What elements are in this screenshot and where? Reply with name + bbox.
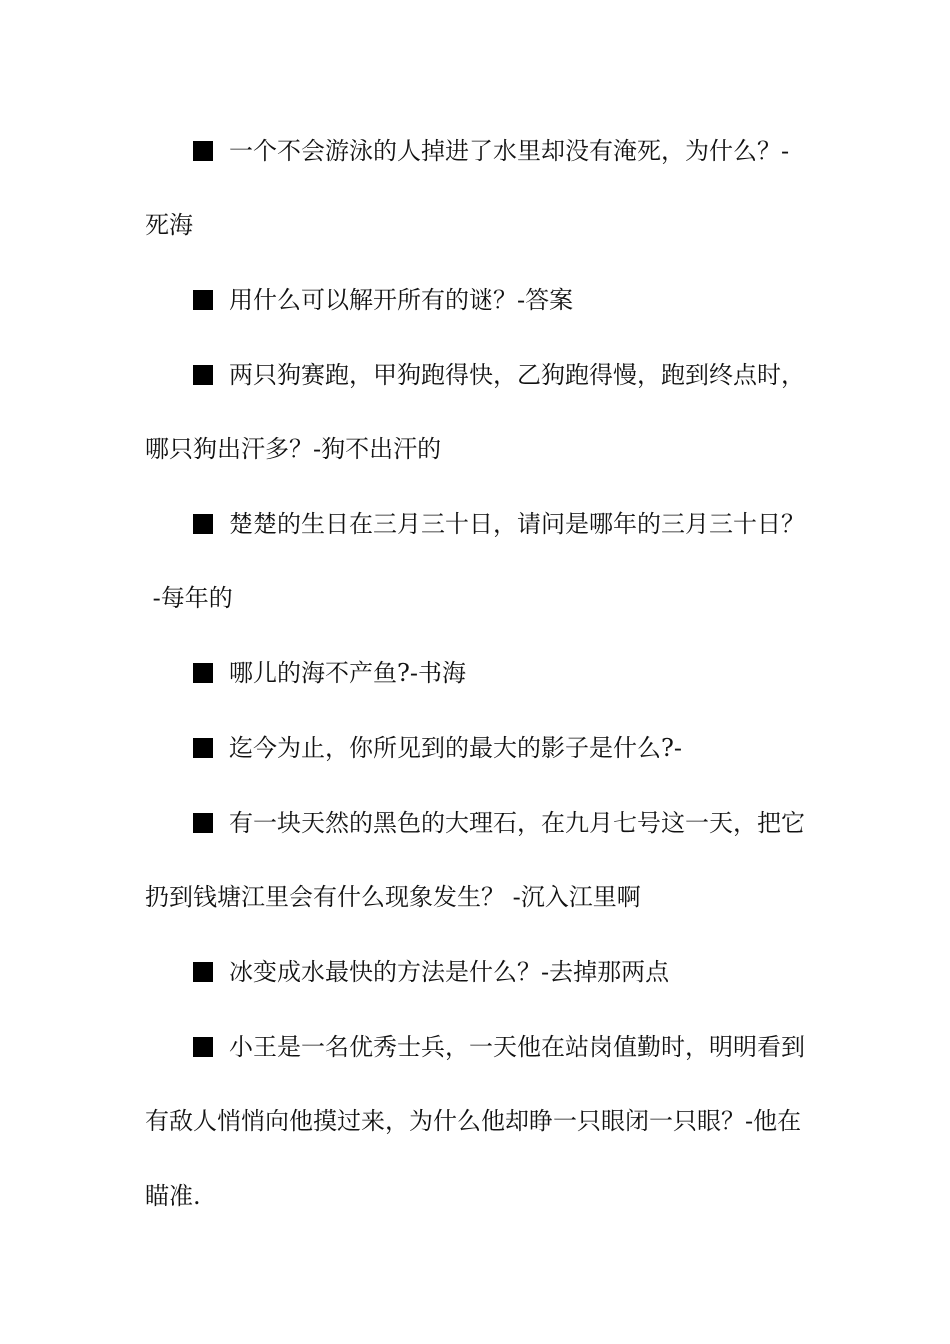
riddle-1-line-1: 一个不会游泳的人掉进了水里却没有淹死，为什么？- — [193, 136, 810, 166]
black-square-icon — [193, 663, 213, 683]
riddle-3-line-1: 两只狗赛跑，甲狗跑得快，乙狗跑得慢，跑到终点时， — [193, 360, 810, 390]
riddle-9-line-1: 小王是一名优秀士兵，一天他在站岗值勤时，明明看到 — [193, 1032, 810, 1062]
riddle-2-line-1: 用什么可以解开所有的谜？-答案 — [193, 285, 810, 315]
black-square-icon — [193, 962, 213, 982]
black-square-icon — [193, 290, 213, 310]
riddle-1-line-2: 死海 — [145, 211, 193, 239]
black-square-icon — [193, 365, 213, 385]
black-square-icon — [193, 813, 213, 833]
black-square-icon — [193, 1037, 213, 1057]
riddle-5-line-1: 哪儿的海不产鱼?-书海 — [193, 658, 810, 688]
riddle-6-line-1: 迄今为止，你所见到的最大的影子是什么?- — [193, 733, 810, 763]
riddle-7-line-2: 扔到钱塘江里会有什么现象发生？ -沉入江里啊 — [145, 883, 641, 911]
black-square-icon — [193, 514, 213, 534]
riddle-8-line-1: 冰变成水最快的方法是什么？-去掉那两点 — [193, 957, 810, 987]
riddle-9-line-2: 有敌人悄悄向他摸过来，为什么他却睁一只眼闭一只眼？-他在 — [145, 1107, 802, 1135]
riddle-7-line-1: 有一块天然的黑色的大理石，在九月七号这一天，把它 — [193, 808, 810, 838]
black-square-icon — [193, 738, 213, 758]
riddle-4-line-2: -每年的 — [145, 584, 233, 612]
riddle-4-line-1: 楚楚的生日在三月三十日，请问是哪年的三月三十日？ — [193, 509, 810, 539]
black-square-icon — [193, 141, 213, 161]
riddle-9-line-3: 瞄准. — [145, 1182, 201, 1210]
riddle-3-line-2: 哪只狗出汗多？-狗不出汗的 — [145, 435, 442, 463]
